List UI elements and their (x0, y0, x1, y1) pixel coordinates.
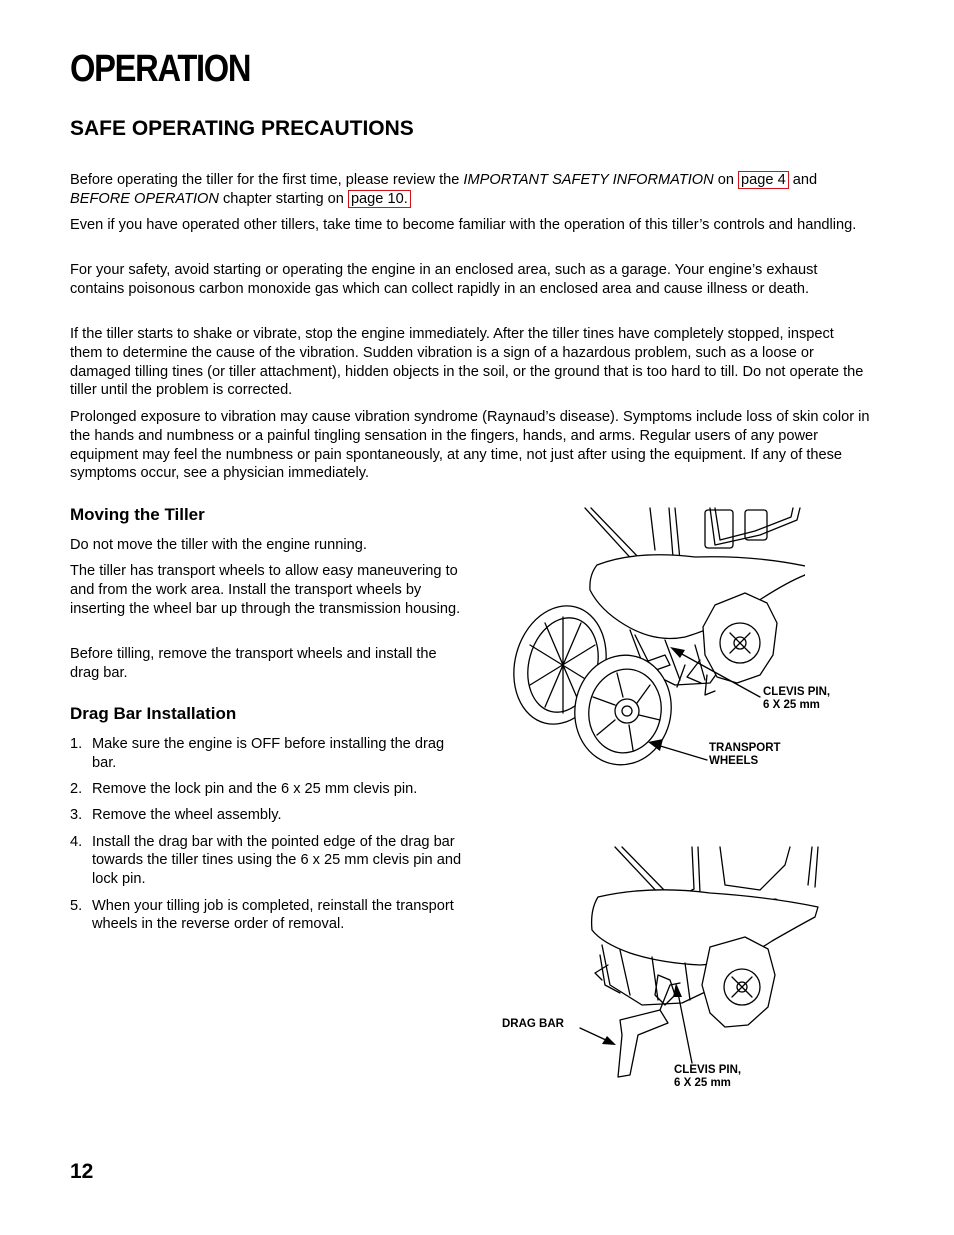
list-item: 1. Make sure the engine is OFF before installing the drag bar. (70, 736, 445, 771)
drag-bar-heading: Drag Bar Installation (70, 704, 237, 723)
moving-paragraph-3: Before tilling, remove the transport wheels and install the drag bar. (70, 646, 437, 681)
list-item: 5. When your tilling job is completed, reinstall the transport wheels in the reverse order of removal. (70, 897, 454, 933)
moving-tiller-heading: Moving the Tiller (70, 505, 205, 524)
page-number: 12 (70, 1160, 94, 1183)
list-item: 3. Remove the wheel assembly. (70, 807, 282, 824)
intro-paragraph-1: Before operating the tiller for the first time, please review the IMPORTANT SAFETY INFORMATION on page 4 and BEFORE OPERATION chapter starting on page 10. (70, 172, 818, 207)
drag-bar-steps (70, 735, 465, 942)
drag-bar-illustration (560, 845, 825, 1080)
clevis-pin-label-1: CLEVIS PIN, 6 X 25 mm (763, 686, 831, 711)
page-10-link[interactable]: page 10. (348, 190, 411, 208)
intro-paragraph-3: For your safety, avoid starting or operating the engine in an enclosed area, such as a garage. Your engine’s exhaust contains poisonous carbon monoxide gas which can collect rapidly in an enclosed area and cause illness or death. (70, 262, 818, 297)
intro-paragraph-4: If the tiller starts to shake or vibrate, stop the engine immediately. After the tiller tines have completely stopped, inspect them to determine the cause of the vibration. Sudden vibration is a sign of a hazardous problem, such as a loose or damaged tilling tines (or tiller attachment), hidden objects in the soil, or the ground that is too hard to till. Do not operate the tiller until the problem is corrected. (70, 326, 864, 399)
drag-bar-label: DRAG BAR (502, 1018, 564, 1030)
list-item: 4. Install the drag bar with the pointed edge of the drag bar towards the tiller tines using the 6 x 25 mm clevis pin and lock pin. (70, 833, 462, 888)
transport-wheels-illustration (505, 505, 805, 770)
moving-paragraph-2: The tiller has transport wheels to allow easy maneuvering to and from the work area. Install the transport wheels by inserting the wheel bar up through the transmission housing. (70, 563, 461, 617)
list-item: 2. Remove the lock pin and the 6 x 25 mm clevis pin. (70, 781, 418, 798)
page-title: OPERATION (70, 48, 251, 90)
transport-wheels-label: TRANSPORT WHEELS (709, 742, 781, 767)
section-title: SAFE OPERATING PRECAUTIONS (70, 117, 414, 140)
intro-paragraph-2: Even if you have operated other tillers, take time to become familiar with the operation of this tiller’s controls and handling. (70, 217, 857, 233)
page-4-link[interactable]: page 4 (738, 171, 789, 189)
moving-paragraph-1: Do not move the tiller with the engine running. (70, 537, 367, 553)
intro-paragraph-5: Prolonged exposure to vibration may cause vibration syndrome (Raynaud’s disease). Symptoms include loss of skin color in the hands and numbness or a painful tingling sensation in the fingers, hands, and arms. Regular users of any power equipment may feel the numbness or pain spontaneously, at any time, not just after using the equipment. If any of these symptoms occur, see a physician immediately. (70, 409, 870, 482)
clevis-pin-label-2: CLEVIS PIN, 6 X 25 mm (674, 1064, 742, 1089)
